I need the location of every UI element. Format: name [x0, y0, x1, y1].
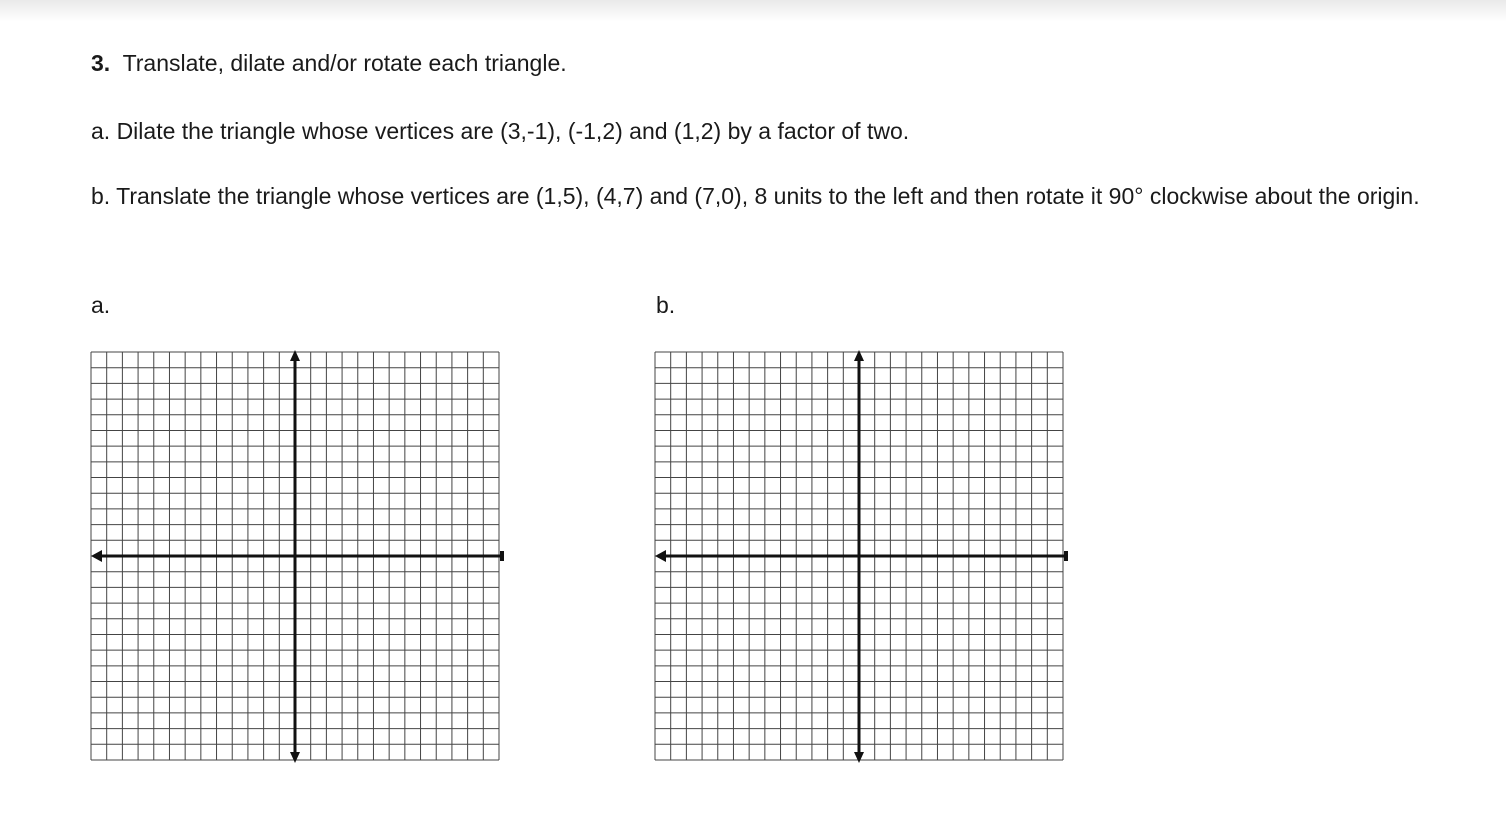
grid-a-label: a.	[91, 292, 111, 318]
coordinate-grid-a[interactable]	[88, 348, 504, 764]
window-top-shadow	[0, 0, 1506, 22]
problem-heading	[91, 48, 567, 78]
x-axis-left-arrow-icon	[91, 550, 102, 562]
x-axis-right-end	[1064, 551, 1068, 561]
grid-b-label: b.	[656, 292, 676, 318]
part-a-text: a. Dilate the triangle whose vertices are (3,-1), (-1,2) and (1,2) by a factor of two.	[91, 118, 910, 144]
x-axis-left-arrow-icon	[655, 550, 666, 562]
part-b-text: b. Translate the triangle whose vertices are (1,5), (4,7) and (7,0), 8 units to the left and then rotate it 90° clockwise about the origin.	[91, 183, 1420, 209]
problem-instruction: Translate, dilate and/or rotate each triangle.	[122, 50, 567, 76]
y-axis-down-arrow-icon	[290, 752, 300, 763]
x-axis-right-end	[500, 551, 504, 561]
y-axis-down-arrow-icon	[854, 752, 864, 763]
problem-number: 3.	[91, 50, 111, 76]
coordinate-grid-b[interactable]	[652, 348, 1068, 764]
